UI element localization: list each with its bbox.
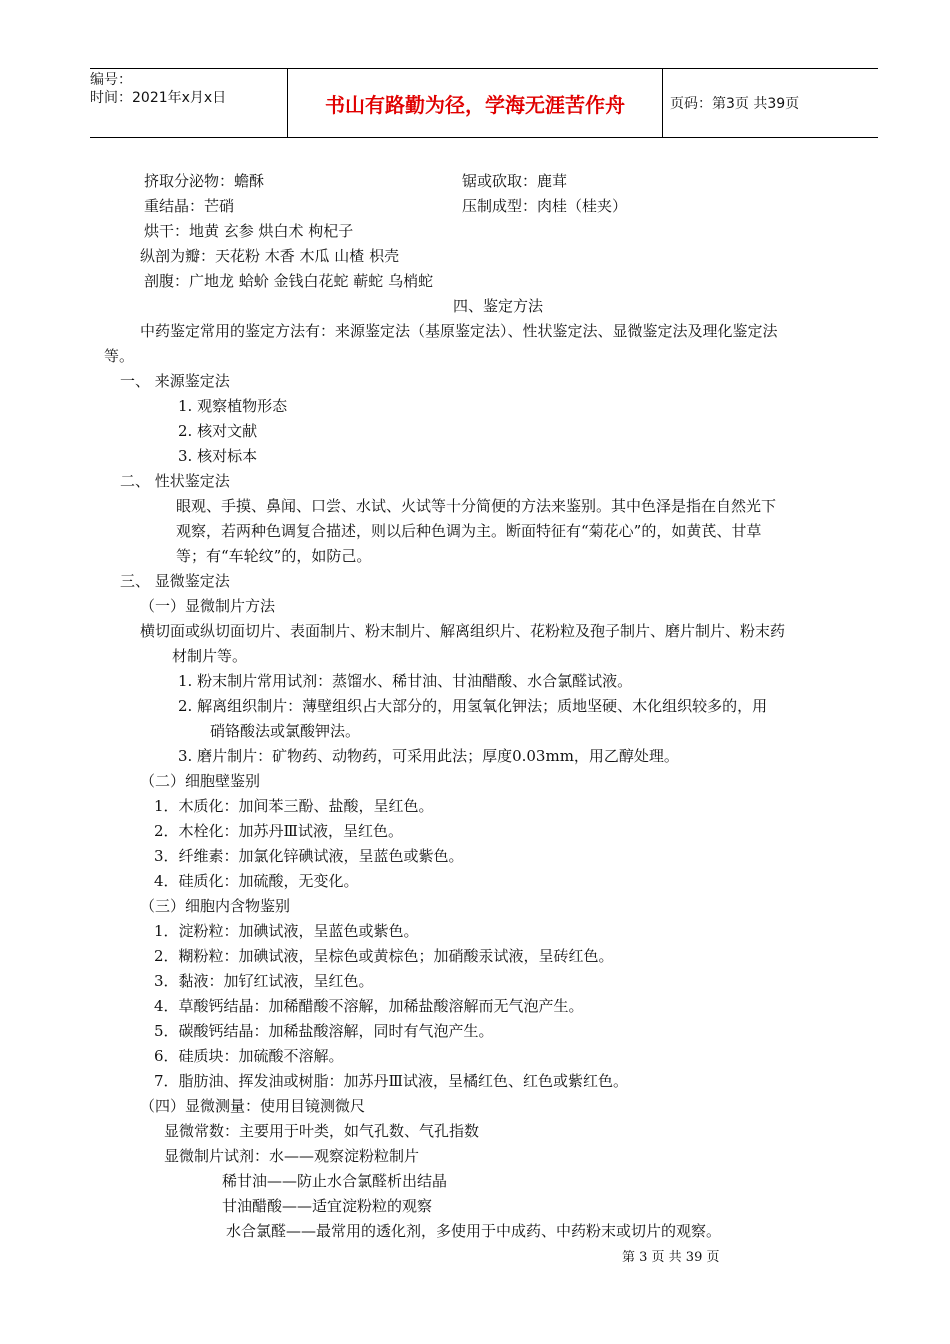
body-line: 等。 [104, 347, 135, 365]
subsection-heading: （三）细胞内含物鉴别 [140, 897, 291, 915]
body-line: 稀甘油——防止水合氯醛析出结晶 [222, 1172, 448, 1190]
list-item: 3．黏液：加钌红试液，呈红色。 [154, 972, 374, 990]
list-item: 6．硅质块：加硫酸不溶解。 [154, 1047, 344, 1065]
subsection-heading: 二、 性状鉴定法 [120, 472, 230, 490]
subsection-heading: 三、 显微鉴定法 [120, 572, 230, 590]
body-line: 烘干：地黄 玄参 烘白术 枸杞子 [144, 222, 354, 240]
subsection-heading: （二）细胞壁鉴别 [140, 772, 261, 790]
list-item: 2．糊粉粒：加碘试液，呈棕色或黄棕色；加硝酸汞试液，呈砖红色。 [154, 947, 614, 965]
body-line: 观察，若两种色调复合描述，则以后种色调为主。断面特征有“菊花心”的，如黄芪、甘草 [176, 522, 762, 540]
page-footer: 第 3 页 共 39 页 [622, 1250, 720, 1265]
body-line: 中药鉴定常用的鉴定方法有：来源鉴定法（基原鉴定法）、性状鉴定法、显微鉴定法及理化鉴定法 [140, 322, 778, 340]
list-item: 5．碳酸钙结晶：加稀盐酸溶解，同时有气泡产生。 [154, 1022, 494, 1040]
list-item: 1．淀粉粒：加碘试液，呈蓝色或紫色。 [154, 922, 419, 940]
subsection-heading: （四）显微测量：使用目镜测微尺 [140, 1097, 366, 1115]
list-item: 3．纤维素：加氯化锌碘试液，呈蓝色或紫色。 [154, 847, 464, 865]
body-line: 显微常数：主要用于叶类，如气孔数、气孔指数 [164, 1122, 480, 1140]
body-line: 横切面或纵切面切片、表面制片、粉末制片、解离组织片、花粉粒及孢子制片、磨片制片、粉末药 [140, 622, 786, 640]
list-item: 2. 核对文献 [178, 422, 258, 440]
body-line: 硝铬酸法或氯酸钾法。 [210, 722, 361, 740]
list-item: 1．木质化：加间苯三酚、盐酸，呈红色。 [154, 797, 434, 815]
body-line: 剖腹：广地龙 蛤蚧 金钱白花蛇 蕲蛇 乌梢蛇 [144, 272, 434, 290]
header-page-number: 页码：第3页 共39页 [670, 96, 800, 112]
header-meta [90, 69, 287, 137]
body-line: 水合氯醛——最常用的透化剂，多使用于中成药、中药粉末或切片的观察。 [226, 1222, 722, 1240]
body-line: 材制片等。 [172, 647, 248, 665]
subsection-heading: 一、 来源鉴定法 [120, 372, 230, 390]
subsection-heading: （一）显微制片方法 [140, 597, 276, 615]
list-item: 3. 磨片制片：矿物药、动物药，可采用此法；厚度0.03mm，用乙醇处理。 [178, 747, 679, 765]
body-line: 挤取分泌物：蟾酥 [144, 172, 265, 190]
list-item: 7．脂肪油、挥发油或树脂：加苏丹Ⅲ试液，呈橘红色、红色或紫红色。 [154, 1072, 629, 1090]
body-line: 眼观、手摸、鼻闻、口尝、水试、火试等十分简便的方法来鉴别。其中色泽是指在自然光下 [176, 497, 777, 515]
list-item: 4．草酸钙结晶：加稀醋酸不溶解，加稀盐酸溶解而无气泡产生。 [154, 997, 584, 1015]
body-line: 锯或砍取：鹿茸 [462, 172, 568, 190]
list-item: 2．木栓化：加苏丹Ⅲ试液，呈红色。 [154, 822, 404, 840]
body-line: 甘油醋酸——适宜淀粉粒的观察 [222, 1197, 433, 1215]
list-item: 1. 粉末制片常用试剂：蒸馏水、稀甘油、甘油醋酸、水合氯醛试液。 [178, 672, 633, 690]
page-header [90, 68, 878, 138]
list-item: 3. 核对标本 [178, 447, 258, 465]
section-heading: 四、鉴定方法 [453, 297, 544, 315]
list-item: 1. 观察植物形态 [178, 397, 288, 415]
body-line: 纵剖为瓣：天花粉 木香 木瓜 山楂 枳壳 [140, 247, 400, 265]
header-motto: 书山有路勤为径，学海无涯苦作舟 [287, 69, 663, 137]
body-line: 压制成型：肉桂（桂夹） [462, 197, 628, 215]
header-time: 时间：2021年x月x日 [90, 90, 227, 106]
body-line: 显微制片试剂：水——观察淀粉粒制片 [164, 1147, 420, 1165]
body-line: 重结晶：芒硝 [144, 197, 235, 215]
list-item: 4．硅质化：加硫酸，无变化。 [154, 872, 359, 890]
header-number: 编号： [90, 72, 132, 88]
body-line: 等；有“车轮纹”的，如防己。 [176, 547, 372, 565]
list-item: 2. 解离组织制片：薄壁组织占大部分的，用氢氧化钾法；质地坚硬、木化组织较多的，用 [178, 697, 768, 715]
